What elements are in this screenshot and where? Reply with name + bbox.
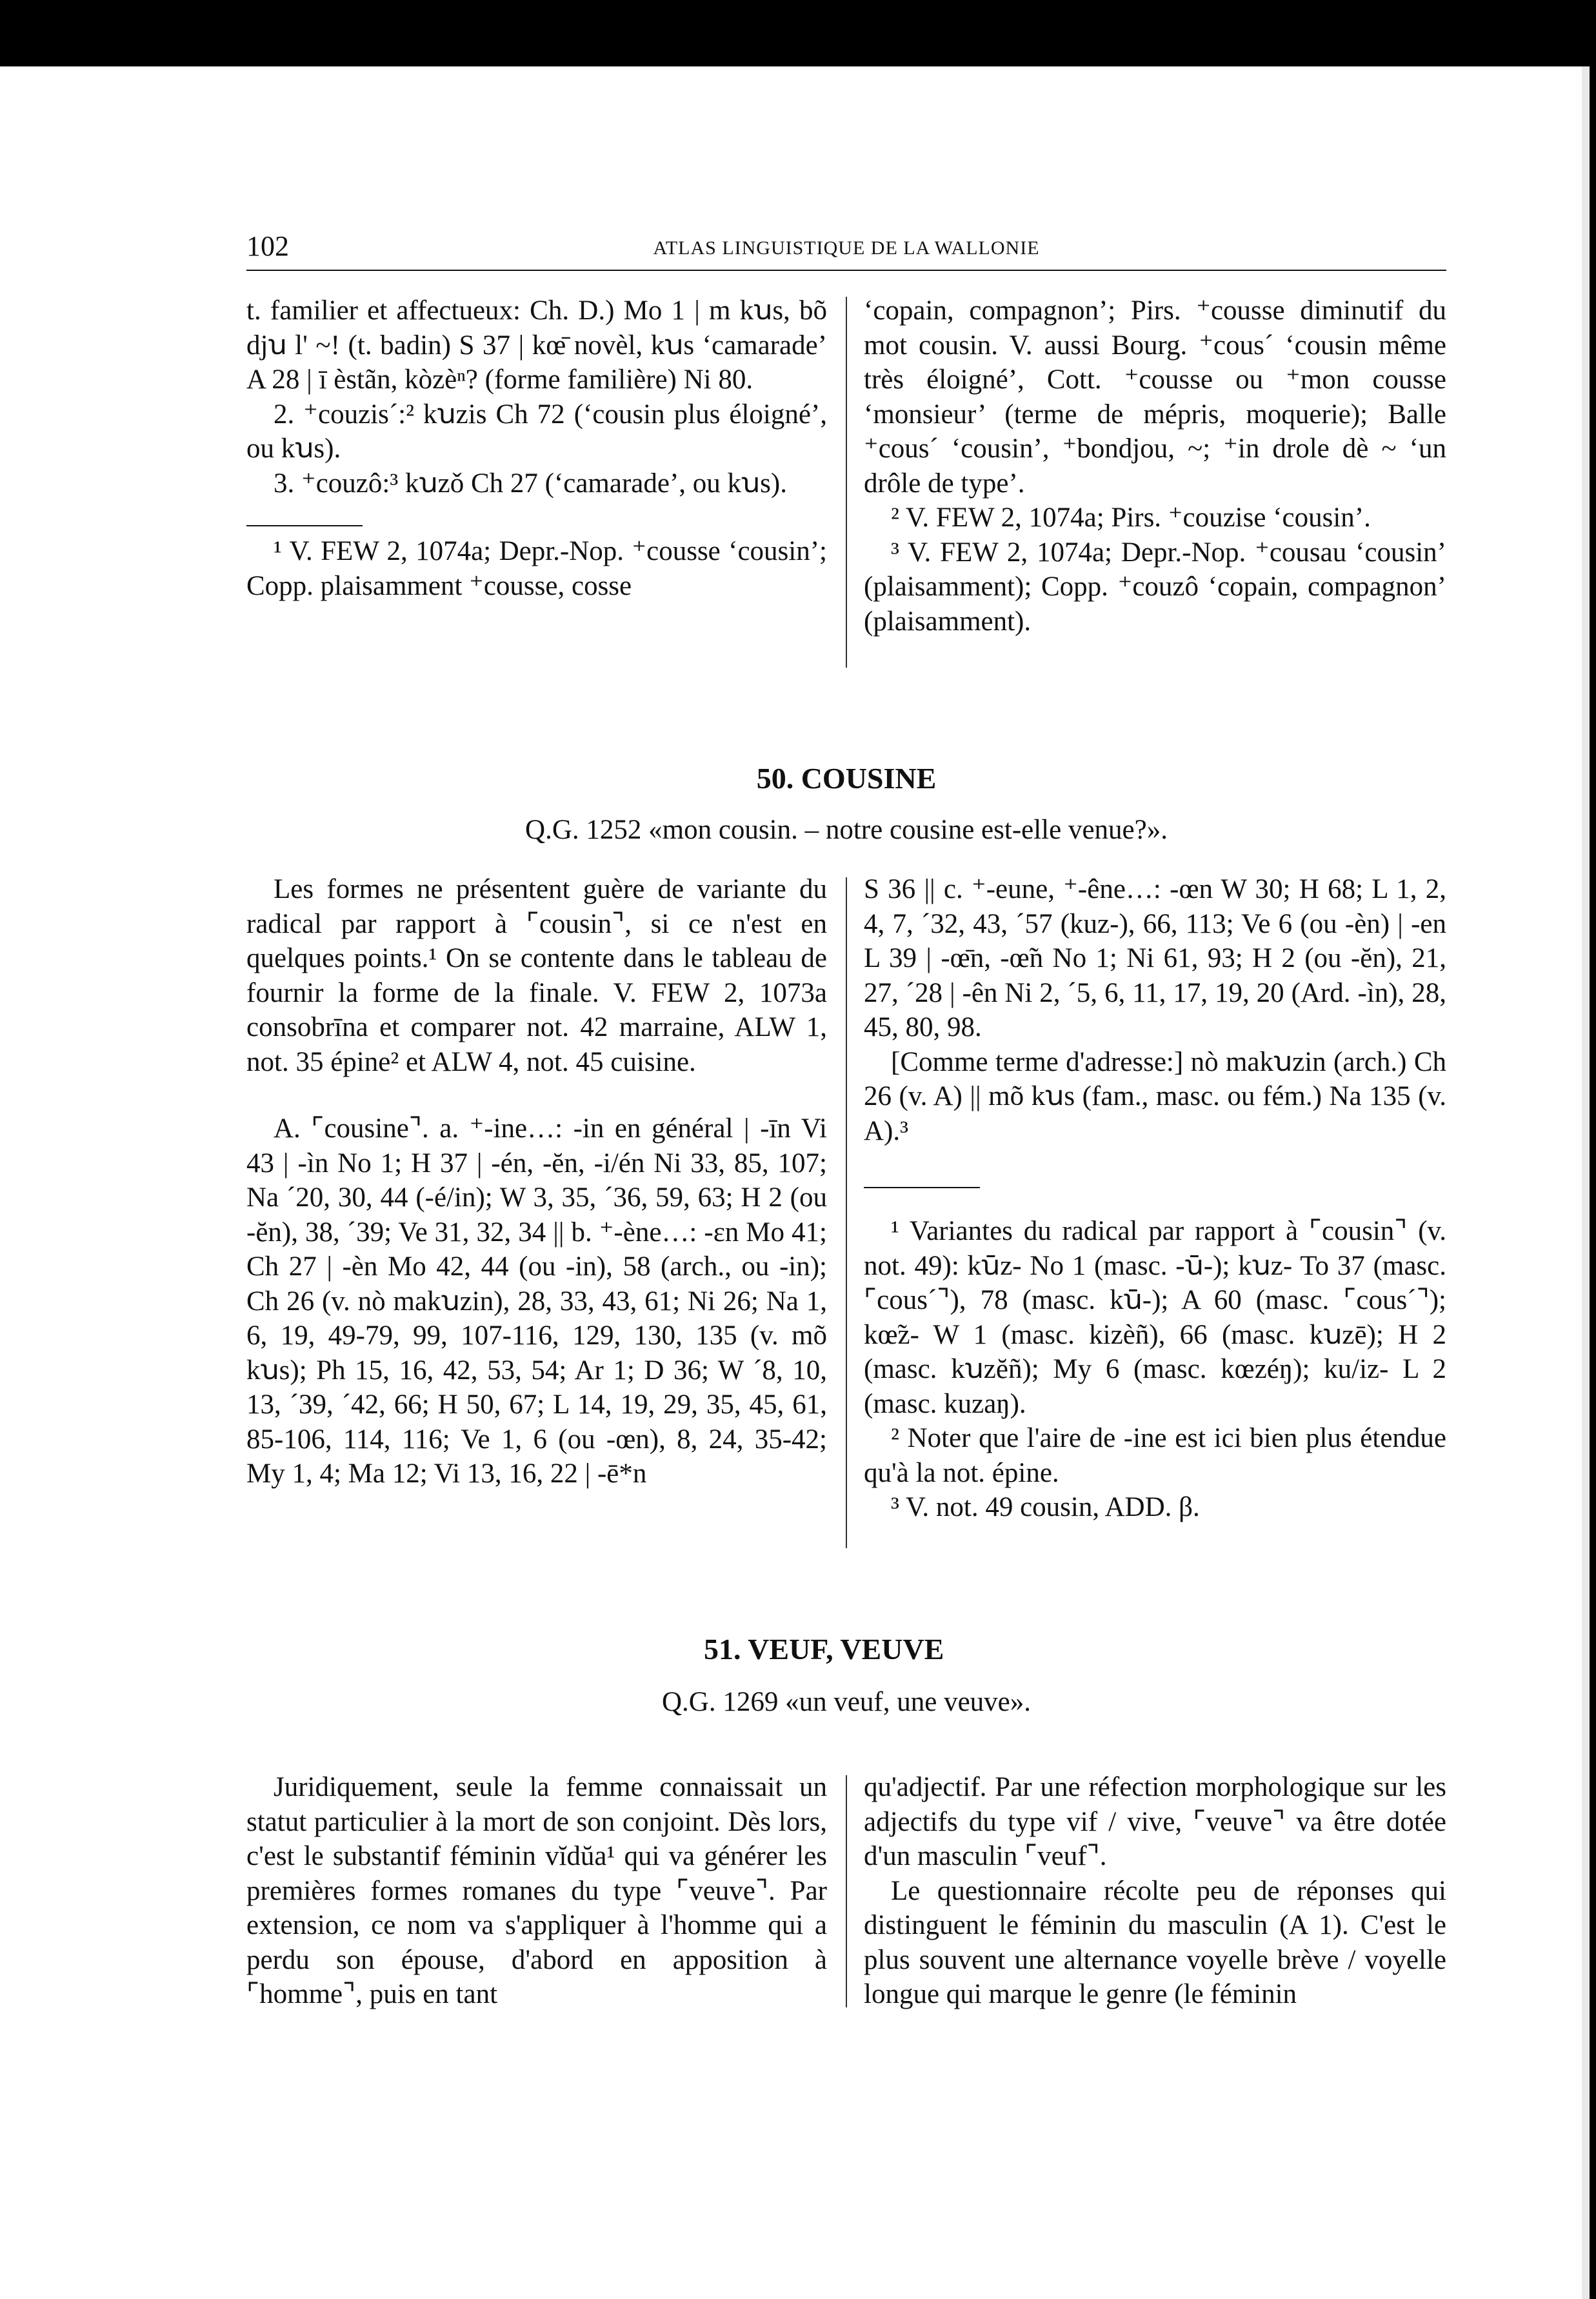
s50-left-para-2: A. ⌜cousine⌝. a. ⁺-ine…: -in en général | -īn Vi 43 | -ìn No 1; H 37 | -én, -ĕn, -i/én Ni 33, 85, 107; Na ´20, 30, 44 (-é/in); W 3, 35, ´36, 59, 63; H 2 (ou -ĕn), 38, ´39; Ve 31, 32, 34 || b. ⁺-ène…: -ɛn Mo 41; Ch 27 | -èn Mo 42, 44 (ou -in), 58 (arch., ou -in); Ch 26 (v. nò makꭒzin), 28, 33, 43, 61; Ni 26; Na 1, 6, 19, 49-79, 99, 107-116, 129, 130, 135 (v. mõ kꭒs); Ph 15, 16, 42, 53, 54; Ar 1; D 36; W ´8, 10, 13, ´39, ´42, 66; H 50, 67; L 14, 19, 29, 35, 45, 61, 85-106, 114, 116; Ve 1, 6 (ou -œn), 8, 24, 35-42; My 1, 4; Ma 12; Vi 13, 16, 22 | -ē*n bbox=[246, 1113, 827, 1489]
page-edge-shadow bbox=[1582, 66, 1590, 2299]
s50-column-divider bbox=[846, 877, 847, 1548]
s50-footnote-2: ² Noter que l'aire de -ine est ici bien plus étendue qu'à la not. épine. bbox=[864, 1423, 1446, 1488]
scan-right-border bbox=[1590, 0, 1596, 2299]
s49-footnote-rule bbox=[246, 525, 363, 526]
s49-left-para-3: 3. ⁺couzô:³ kꭒzǒ Ch 27 (‘camarade’, ou kꭒs). bbox=[274, 468, 787, 499]
s49-left-footnote: ¹ V. FEW 2, 1074a; Depr.-Nop. ⁺cousse ‘cousin’; Copp. plaisamment ⁺cousse, cosse bbox=[246, 536, 827, 601]
s50-right-para-1: S 36 || c. ⁺-eune, ⁺-êne…: -œn W 30; H 68; L 1, 2, 4, 7, ´32, 43, ´57 (kuz-), 66, 113; Ve 6 (ou -èn) | -en L 39 | -œ̄n, -œ̃n No 1; Ni 61, 93; H 2 (ou -ĕn), 21, 27, ´28 | -ên Ni 2, ´5, 6, 11, 17, 19, 20 (Ard. -ìn), 28, 45, 80, 98. bbox=[864, 874, 1446, 1042]
s51-left-para-1: Juridiquement, seule la femme connaissait un statut particulier à la mort de son conjoint. Dès lors, c'est le substantif féminin vĭdŭa¹ qui va générer les premières formes romanes du type ⌜veuve⌝. Par extension, ce nom va s'appliquer à l'homme qui a perdu son épouse, d'abord en apposition à ⌜homme⌝, puis en tant bbox=[246, 1772, 827, 2009]
s51-right-para-2: Le questionnaire récolte peu de réponses qui distinguent le féminin du masculin (A 1). C'est le plus souvent une alternance voyelle brève / voyelle longue qui marque le genre (le féminin bbox=[864, 1875, 1446, 2009]
scan-top-border bbox=[0, 0, 1596, 66]
s51-title: 51. VEUF, VEUVE bbox=[704, 1633, 944, 1666]
s50-question: Q.G. 1252 «mon cousin. – notre cousine est-elle venue?». bbox=[525, 815, 1168, 845]
s51-right-para-1: qu'adjectif. Par une réfection morphologique sur les adjectifs du type vif / vive, ⌜veuve⌝ va être dotée d'un masculin ⌜veuf⌝. bbox=[864, 1772, 1446, 1871]
s49-left-column bbox=[246, 294, 827, 603]
page-number: 102 bbox=[246, 230, 289, 262]
s51-left-column bbox=[246, 1770, 827, 2012]
running-title: ATLAS LINGUISTIQUE DE LA WALLONIE bbox=[653, 237, 1040, 259]
s49-right-para-1: ‘copain, compagnon’; Pirs. ⁺cousse diminutif du mot cousin. V. aussi Bourg. ⁺cous´ ‘cousin même très éloigné’, Cott. ⁺cousse ou ⁺mon cousse ‘monsieur’ (terme de mépris, moquerie); Balle ⁺cous´ ‘cousin’, ⁺bondjou, ~; ⁺in drole dè ~ ‘un drôle de type’. bbox=[864, 295, 1446, 499]
s50-footnote-3: ³ V. not. 49 cousin, ADD. β. bbox=[891, 1492, 1200, 1522]
s51-question: Q.G. 1269 «un veuf, une veuve». bbox=[661, 1687, 1032, 1717]
s51-right-column bbox=[864, 1770, 1446, 2012]
s49-right-column bbox=[864, 294, 1446, 639]
s49-left-para-1: t. familier et affectueux: Ch. D.) Mo 1 | m kꭒs, bõ djꭒ l' ~! (t. badin) S 37 | kœ̄ novèl, kꭒs ‘camarade’ A 28 | ī èstãn, kòzèⁿ? (forme familière) Ni 80. bbox=[246, 295, 827, 395]
s49-column-divider bbox=[846, 297, 847, 668]
s49-left-para-2: 2. ⁺couzis´:² kꭒzis Ch 72 (‘cousin plus éloigné’, ou kꭒs). bbox=[246, 399, 827, 464]
header-rule bbox=[246, 270, 1446, 271]
s50-right-column bbox=[864, 872, 1446, 1525]
s50-title: 50. COUSINE bbox=[756, 762, 937, 795]
page-header bbox=[246, 230, 1446, 268]
s49-right-footnote-2: ² V. FEW 2, 1074a; Pirs. ⁺couzise ‘cousin’. bbox=[891, 503, 1371, 533]
s50-footnote-1: ¹ Variantes du radical par rapport à ⌜cousin⌝ (v. not. 49): kꭒ̄z- No 1 (masc. -ꭒ̄-); kꭒz- To 37 (masc. ⌜cous´⌝), 78 (masc. kꭒ̄-); A 60 (masc. ⌜cous´⌝); kœ̃z- W 1 (masc. kizèñ), 66 (masc. kꭒzē); H 2 (masc. kꭒzĕñ); My 6 (masc. kœzéŋ); ku/iz- L 2 (masc. kuzaŋ). bbox=[864, 1216, 1446, 1419]
s50-footnote-rule bbox=[864, 1187, 980, 1188]
s49-right-footnote-3: ³ V. FEW 2, 1074a; Depr.-Nop. ⁺cousau ‘cousin’ (plaisamment); Copp. ⁺couzô ‘copain, compagnon’ (plaisamment). bbox=[864, 537, 1446, 637]
s50-left-column bbox=[246, 872, 827, 1491]
s50-left-para-1: Les formes ne présentent guère de variante du radical par rapport à ⌜cousin⌝, si ce n'est en quelques points.¹ On se contente dans le tableau de fournir la forme de la finale. V. FEW 2, 1073a consobrīna et comparer not. 42 marraine, ALW 1, not. 35 épine² et ALW 4, not. 45 cuisine. bbox=[246, 874, 827, 1077]
s51-column-divider bbox=[846, 1775, 847, 2007]
s50-right-para-2: [Comme terme d'adresse:] nò makꭒzin (arch.) Ch 26 (v. A) || mõ kꭒs (fam., masc. ou fém.) Na 135 (v. A).³ bbox=[864, 1046, 1446, 1146]
